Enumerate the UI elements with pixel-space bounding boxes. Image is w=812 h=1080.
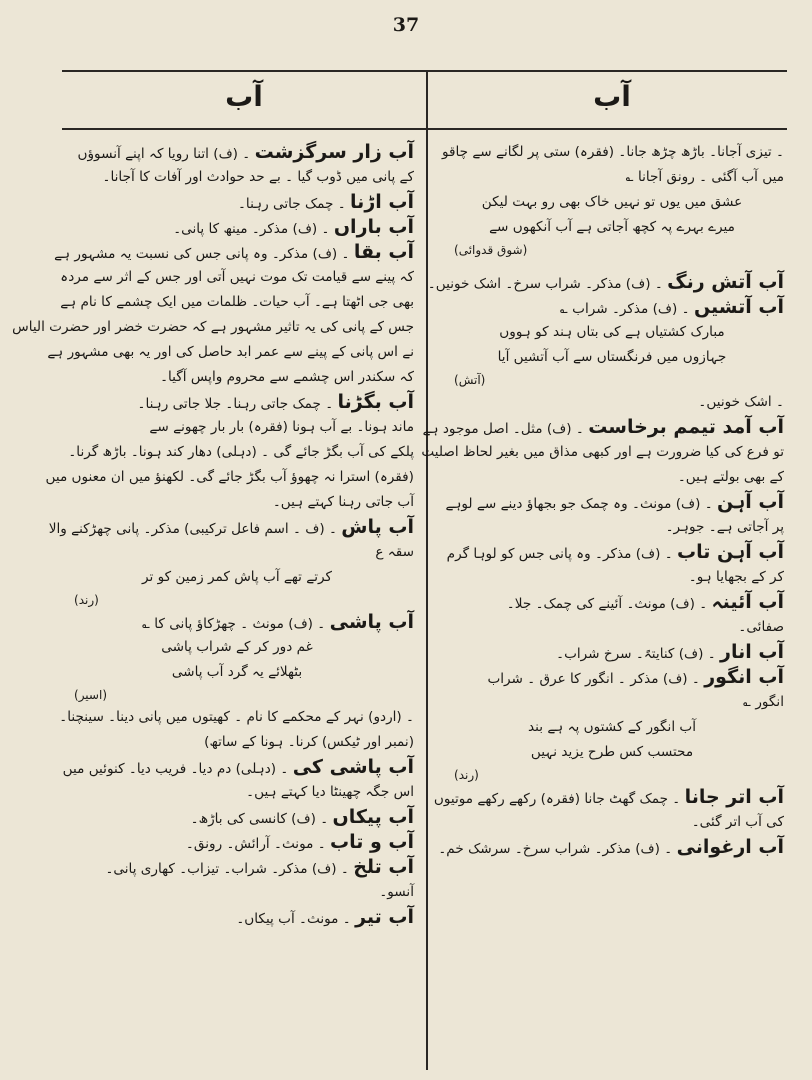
entry-definition: ۔ (ف) مونث۔ آئینے کی چمک۔ جلا۔ <box>506 596 712 612</box>
right-verse-line: آب انگور کے کشتوں پہ ہے بند <box>528 719 696 735</box>
left-text-line: کہ سکندر اس چشمے سے محروم واپس آگیا۔ <box>160 369 414 385</box>
right-entry-line <box>440 640 784 665</box>
right-text-line: کر کے بجھایا ہو۔ <box>688 569 784 585</box>
left-text-line: پلکے کی آب بگڑ جائے گی ۔ (دہلی) دھار کند ہونا۔ باڑھ گرنا۔ <box>68 444 414 460</box>
right-text-line: ۔ اشک خونیں۔ <box>698 394 784 410</box>
left-entry-line <box>60 855 414 880</box>
right-poet-attribution: (رند) <box>454 768 479 782</box>
entry-definition: ۔ (ف) مذکر۔ شراب ؎ <box>559 301 694 317</box>
left-text-line: آب جاتی رہنا کہتے ہیں۔ <box>272 494 414 510</box>
entry-headword: آب آہن تاب <box>677 541 784 563</box>
entry-headword: آب بقا <box>353 241 414 263</box>
entry-definition: ۔ (ف) مثل۔ اصل موجود ہے <box>422 421 589 437</box>
left-verse-line: غم دور کر کے شراب پاشی <box>161 639 313 655</box>
right-text-line: کے بھی بولتے ہیں۔ <box>677 469 784 485</box>
entry-definition: ۔ (ف) مذکر۔ شراب سرخ۔ اشک خونیں۔ <box>427 276 668 292</box>
right-verse-line: محتسب کس طرح یزید نہیں <box>530 744 694 760</box>
right-entry-line <box>440 835 784 860</box>
entry-headword: آب زار سرگزشت <box>254 141 414 163</box>
left-text-line: بھی جی اٹھتا ہے۔ آب حیات۔ ظلمات میں ایک چشمے کا نام ہے <box>60 294 414 310</box>
column-divider <box>426 70 428 1070</box>
right-entry-line <box>440 295 784 320</box>
entry-definition: ۔ (ف) مذکر۔ مینھ کا پانی۔ <box>173 221 334 237</box>
right-column <box>421 140 784 860</box>
left-text-line: نے اس پانی کے پینے سے عمر ابد حاصل کی اور یہ بھی مشہور ہے <box>47 344 414 360</box>
left-entry-line <box>60 390 414 415</box>
entry-definition: ۔ (ف) مذکر۔ وہ پانی جس کی نسبت یہ مشہور ہے <box>54 246 354 262</box>
entry-headword: آب اتر جانا <box>684 786 784 808</box>
left-entry-line <box>60 755 414 780</box>
entry-definition: ۔ (ف) مونث۔ وہ چمک جو بجھاؤ دینے سے لوہے <box>445 496 718 512</box>
right-entry-line <box>440 590 784 615</box>
left-text-line: اس جگہ چھینٹا دیا کہتے ہیں۔ <box>246 784 414 800</box>
left-text-line: ۔ (اردو) نہر کے محکمے کا نام ۔ کھیتوں میں پانی دینا۔ سینچنا۔ <box>59 709 414 725</box>
right-verse-line: میرے بہرے پہ کچھ آجاتی ہے آب آنکھوں سے <box>489 219 735 235</box>
right-verse-line: عشق میں یوں تو نہیں خاک بھی رو بہت لیکن <box>481 194 743 210</box>
header-rule-top <box>62 70 787 72</box>
right-text-line: انگور ؎ <box>743 694 784 710</box>
right-entry-line <box>440 540 784 565</box>
entry-headword: آب تیر <box>355 906 414 928</box>
right-entry-line <box>440 490 784 515</box>
right-text-line: تو فرع کی کیا ضرورت ہے اور کبھی مذاق میں بغیر لحاظ اصلیت <box>421 444 784 460</box>
entry-headword: آب آتش رنگ <box>667 271 784 293</box>
right-spacer <box>440 260 784 270</box>
entry-definition: ۔ (ف) اتنا رویا کہ اپنے آنسوؤں <box>77 146 255 162</box>
left-text-line: آنسو۔ <box>379 884 414 900</box>
left-entry-line <box>60 215 414 240</box>
left-poet-attribution: (اسیر) <box>74 688 108 702</box>
entry-headword: آب اڑنا <box>350 191 414 213</box>
entry-headword: آب پاشی کی <box>292 756 414 778</box>
right-text-line: پر آجاتی ہے۔ جوہر۔ <box>665 519 784 535</box>
page-number: 37 <box>392 14 420 36</box>
right-entry-line <box>422 415 784 440</box>
left-verse-line: بٹھلائے یہ گرد آب پاشی <box>171 664 303 680</box>
entry-definition: ۔ چمک گھٹ جانا (فقرہ) رکھے رکھے موتیوں <box>433 791 685 807</box>
left-column <box>12 140 414 930</box>
left-text-line: جس کے پانی کی یہ تاثیر مشہور ہے کہ حضرت خضر اور حضرت الیاس <box>12 319 414 335</box>
entry-definition: ۔ (دہلی) دم دیا۔ فریب دیا۔ کنوئیں میں <box>62 761 293 777</box>
entry-headword: آب آہن <box>717 491 784 513</box>
entry-definition: ۔ چمک جاتی رہنا۔ جلا جاتی رہنا۔ <box>137 396 338 412</box>
right-poet-attribution: (شوق قدوائی) <box>454 243 528 257</box>
running-head-left: آب <box>225 80 263 113</box>
running-head-right: آب <box>593 80 631 113</box>
entry-definition: ۔ (ف ۔ اسم فاعل ترکیبی) مذکر۔ پانی چھڑکنے والا <box>48 521 342 537</box>
entry-headword: آب بگڑنا <box>337 391 414 413</box>
entry-definition: ۔ (ف) مذکر۔ وہ پانی جس کو لوہا گرم <box>446 546 678 562</box>
right-verse-line: جہازوں میں فرنگستاں سے آب آتشیں آیا <box>497 349 727 365</box>
entry-definition: ۔ مونث۔ آب پیکاں۔ <box>236 911 356 927</box>
entry-definition: ۔ مونث۔ آرائش۔ رونق۔ <box>185 836 330 852</box>
entry-headword: آب باراں <box>333 216 414 238</box>
entry-definition: ۔ (ف) مذکر۔ شراب سرخ۔ سرشک خم۔ <box>438 841 677 857</box>
right-entry-line <box>427 270 784 295</box>
entry-headword: آب ارغوانی <box>676 836 784 858</box>
entry-headword: آب انگور <box>704 666 784 688</box>
right-poet-attribution: (آتش) <box>454 373 486 387</box>
right-text-line: میں آب آگئی ۔ رونق آجانا ؎ <box>625 169 784 185</box>
left-entry-line <box>48 515 414 540</box>
entry-definition: ۔ چمک جاتی رہنا۔ <box>237 196 351 212</box>
left-text-line: کہ پینے سے قیامت تک موت نہیں آتی اور جس کے اثر سے مردہ <box>60 269 414 285</box>
entry-definition: ۔ (ف) مذکر ۔ انگور کا عرق ۔ شراب <box>487 671 705 687</box>
left-entry-line <box>60 190 414 215</box>
right-text-line: کی آب اتر گئی۔ <box>691 814 784 830</box>
entry-headword: آب پاش <box>341 516 414 538</box>
entry-headword: آب و تاب <box>329 831 414 853</box>
entry-headword: آب آتشیں <box>693 296 784 318</box>
right-text-line: صفائی۔ <box>738 619 784 635</box>
right-text-line: ۔ تیزی آجانا۔ باڑھ چڑھ جانا۔ (فقرہ) ستی پر لگانے سے چاقو <box>441 144 784 160</box>
right-verse-line: مبارک کشتیاں ہے کی بتاں ہند کو ہووں <box>499 324 725 340</box>
entry-definition: ۔ (ف) مونث ۔ چھڑکاؤ پانی کا ؎ <box>141 616 330 632</box>
entry-headword: آب آمد تیمم برخاست <box>588 416 784 438</box>
entry-headword: آب پاشی <box>329 611 414 633</box>
left-text-line: سقہ ع <box>375 544 414 560</box>
entry-definition: ۔ (ف) کنایتہً۔ سرخ شراب۔ <box>556 646 721 662</box>
left-entry-line <box>60 830 414 855</box>
header-rule-bottom <box>62 128 787 130</box>
left-entry-line <box>60 805 414 830</box>
left-poet-attribution: (رند) <box>74 593 99 607</box>
entry-headword: آب آئینہ <box>711 591 784 613</box>
left-text-line: ماند ہونا۔ بے آب ہونا (فقرہ) بار بار چھونے سے <box>149 419 414 435</box>
entry-definition: ۔ (ف) مذکر۔ شراب۔ تیزاب۔ کھاری پانی۔ <box>105 861 354 877</box>
right-entry-line <box>433 785 784 810</box>
entry-headword: آب پیکاں <box>332 806 414 828</box>
entry-headword: آب انار <box>720 641 784 663</box>
left-text-line: (فقرہ) استرا نہ چھوؤ آب بگڑ جائے گی۔ لکھنؤ میں ان معنوں میں <box>45 469 414 485</box>
left-entry-line <box>54 240 414 265</box>
left-verse-line: کرتے تھے آب پاش کمر زمین کو تر <box>142 569 332 585</box>
left-entry-line <box>60 140 414 165</box>
left-text-line: (نمبر اور ٹیکس) کرنا۔ ہونا کے ساتھ) <box>204 734 414 750</box>
right-entry-line <box>440 665 784 690</box>
entry-definition: ۔ (ف) کانسی کی باڑھ۔ <box>190 811 333 827</box>
left-text-line: کے پانی میں ڈوب گیا ۔ بے حد حوادث اور آفات کا آجانا۔ <box>102 169 414 185</box>
entry-headword: آب تلخ <box>353 856 414 878</box>
left-entry-line <box>60 610 414 635</box>
left-entry-line <box>60 905 414 930</box>
